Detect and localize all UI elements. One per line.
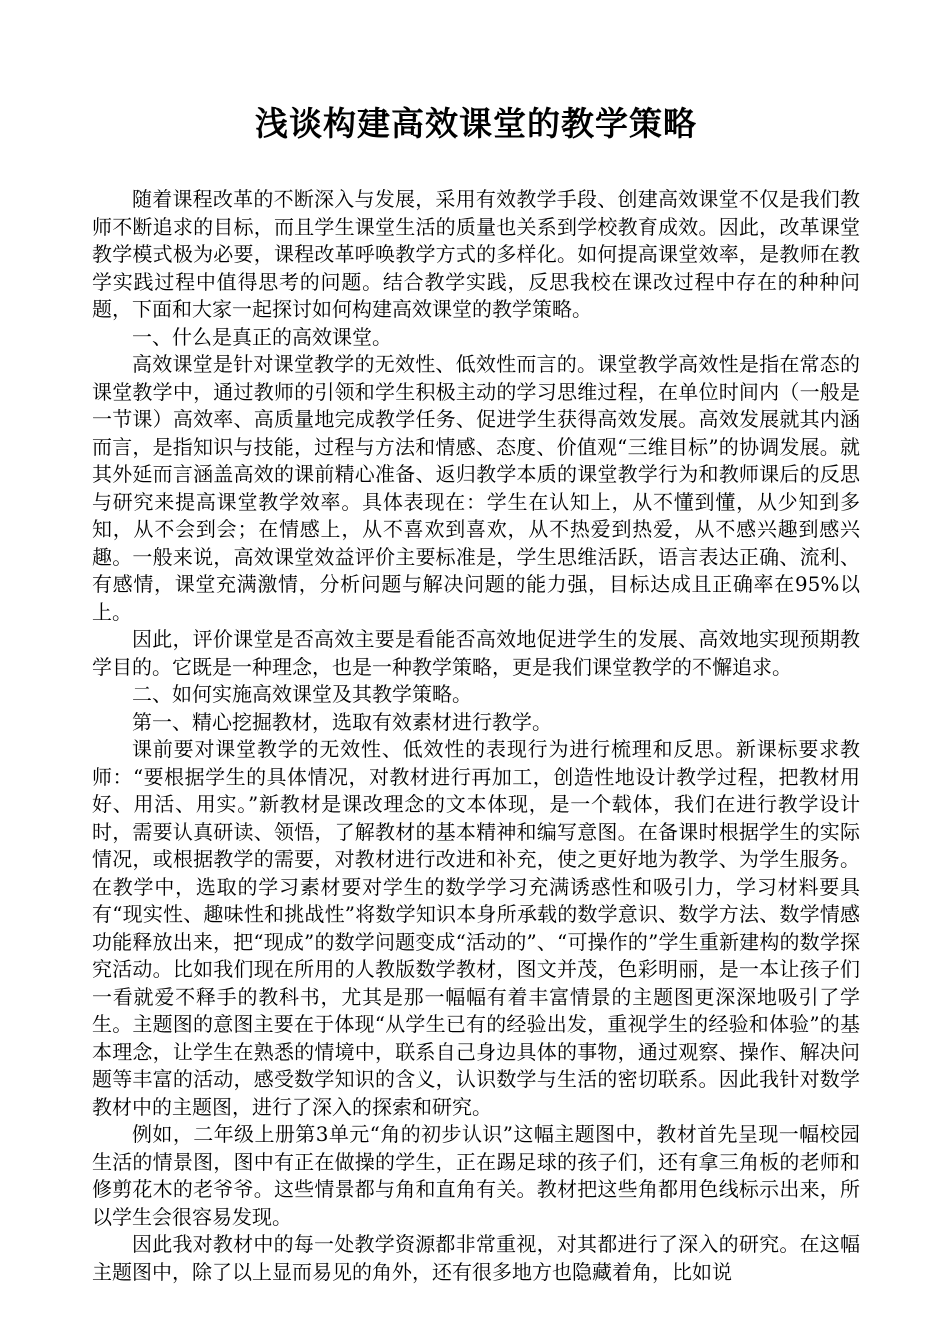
paragraph-textbook: 课前要对课堂教学的无效性、低效性的表现行为进行梳理和反思。新课标要求教师：“要根据学生的具体情况，对教材进行再加工，创造性地设计教学过程，把教材用好、用活、用实。”新教材是课改理念的文本体现，是一个载体，我们在进行教学设计时，需要认真研读、领悟，了解教材的基本精神和编写意图。在备课时根据学生的实际情况，或根据教学的需要，对教材进行改进和补充，使之更好地为教学、为学生服务。在教学中，选取的学习素材要对学生的数学学习充满诱惑性和吸引力，学习材料要具有“现实性、趣味性和挑战性”将数学知识本身所承载的数学意识、数学方法、数学情感功能释放出来，把“现成”的数学问题变成“活动的”、“可操作的”学生重新建构的数学探究活动。比如我们现在所用的人教版数学教材，图文并茂，色彩明丽，是一本让孩子们一看就爱不释手的教科书，尤其是那一幅幅有着丰富情景的主题图更深深地吸引了学生。主题图的意图主要在于体现“从学生已有的经验出发，重视学生的经验和体验”的基本理念，让学生在熟悉的情境中，联系自己身边具体的事物，通过观察、操作、解决问题等丰富的活动，感受数学知识的含义，认识数学与生活的密切联系。因此我针对数学教材中的主题图，进行了深入的探索和研究。 — [92, 737, 860, 1119]
section-heading-1: 一、什么是真正的高效课堂。 — [132, 324, 392, 349]
paragraph-definition: 高效课堂是针对课堂教学的无效性、低效性而言的。课堂教学高效性是指在常态的课堂教学中，通过教师的引领和学生积极主动的学习思维过程，在单位时间内（一般是一节课）高效率、高质量地完成教学任务、促进学生获得高效发展。高效发展就其内涵而言，是指知识与技能，过程与方法和情感、态度、价值观“三维目标”的协调发展。就其外延而言涵盖高效的课前精心准备、返归教学本质的课堂教学行为和教师课后的反思与研究来提高课堂教学效率。具体表现在：学生在认知上，从不懂到懂，从少知到多知，从不会到会；在情感上，从不喜欢到喜欢，从不热爱到热爱，从不感兴趣到感兴趣。一般来说，高效课堂效益评价主要标准是，学生思维活跃，语言表达正确、流利、有感情，课堂充满激情，分析问题与解决问题的能力强，目标达成且正确率在95%以上。 — [92, 352, 860, 624]
paragraph-resources: 因此我对教材中的每一处教学资源都非常重视，对其都进行了深入的研究。在这幅主题图中，除了以上显而易见的角外，还有很多地方也隐藏着角，比如说 — [92, 1232, 860, 1284]
section-heading-2: 二、如何实施高效课堂及其教学策略。 — [132, 682, 472, 706]
document-title: 浅谈构建高效课堂的教学策略 — [255, 104, 697, 143]
paragraph-intro: 随着课程改革的不断深入与发展，采用有效教学手段、创建高效课堂不仅是我们教师不断追求的目标，而且学生课堂生活的质量也关系到学校教育成效。因此，改革课堂教学模式极为必要，课程改革呼唤教学方式的多样化。如何提高课堂效率，是教师在教学实践过程中值得思考的问题。结合教学实践，反思我校在课改过程中存在的种种问题，下面和大家一起探讨如何构建高效课堂的教学策略。 — [92, 187, 860, 321]
document-page — [92, 100, 860, 1286]
subsection-heading-1: 第一、精心挖掘教材，选取有效素材进行教学。 — [132, 709, 552, 734]
paragraph-example: 例如，二年级上册第3单元“角的初步认识”这幅主题图中，教材首先呈现一幅校园生活的情景图，图中有正在做操的学生，正在踢足球的孩子们，还有拿三角板的老师和修剪花木的老爷爷。这些情景都与角和直角有关。教材把这些角都用色线标示出来，所以学生会很容易发现。 — [92, 1122, 860, 1229]
paragraph-evaluation: 因此，评价课堂是否高效主要是看能否高效地促进学生的发展、高效地实现预期教学目的。它既是一种理念，也是一种教学策略，更是我们课堂教学的不懈追求。 — [92, 627, 860, 679]
